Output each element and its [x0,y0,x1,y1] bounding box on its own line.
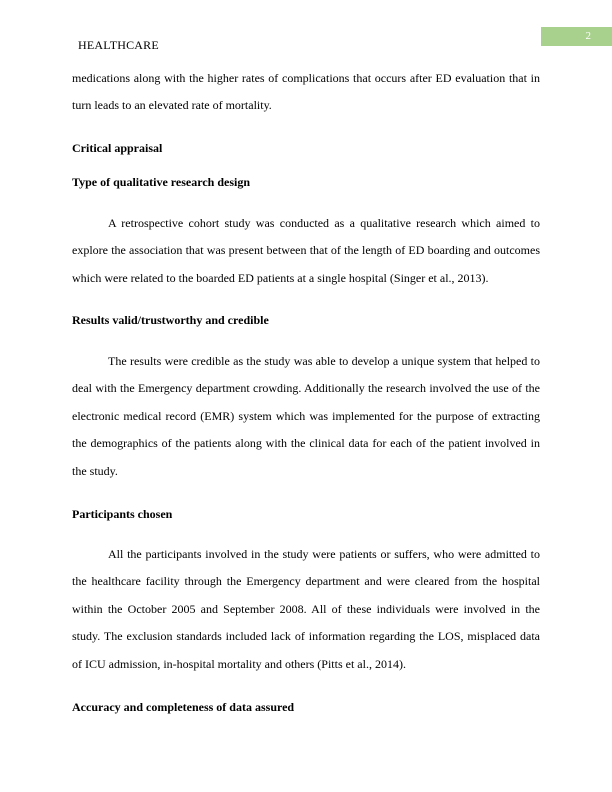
paragraph-results-valid: The results were credible as the study was able to develop a unique system that helped to deal with the Emergency department crowding. Additionally the research involved the use of the electronic medical record (EMR) system which was implemented for the purpose of extracting the demographics of the patients along with the clinical data for each of the patient involved in the study. [72,354,540,478]
running-head: HEALTHCARE [78,38,159,52]
heading-results-valid: Results valid/trustworthy and credible [72,313,269,327]
paragraph-research-design: A retrospective cohort study was conducted as a qualitative research which aimed to explore the association that was present between that of the length of ED boarding and outcomes which were related to the boarded ED patients at a single hospital (Singer et al., 2013). [72,216,540,285]
heading-participants: Participants chosen [72,507,173,521]
page-number: 2 [585,30,591,42]
heading-accuracy: Accuracy and completeness of data assured [72,700,295,714]
section-title-critical-appraisal: Critical appraisal [72,141,163,155]
paragraph-participants: All the participants involved in the study were patients or suffers, who were admitted to the healthcare facility through the Emergency department and were cleared from the hospital within the October 2005 and September 2008. All of these individuals were involved in the study. The exclusion standards included lack of information regarding the LOS, misplaced data of ICU admission, in-hospital mortality and others (Pitts et al., 2014). [72,547,540,671]
continuation-paragraph: medications along with the higher rates of complications that occurs after ED evaluation that in turn leads to an elevated rate of mortality. [72,71,540,113]
page-number-box [541,27,612,46]
heading-research-design: Type of qualitative research design [72,175,250,189]
